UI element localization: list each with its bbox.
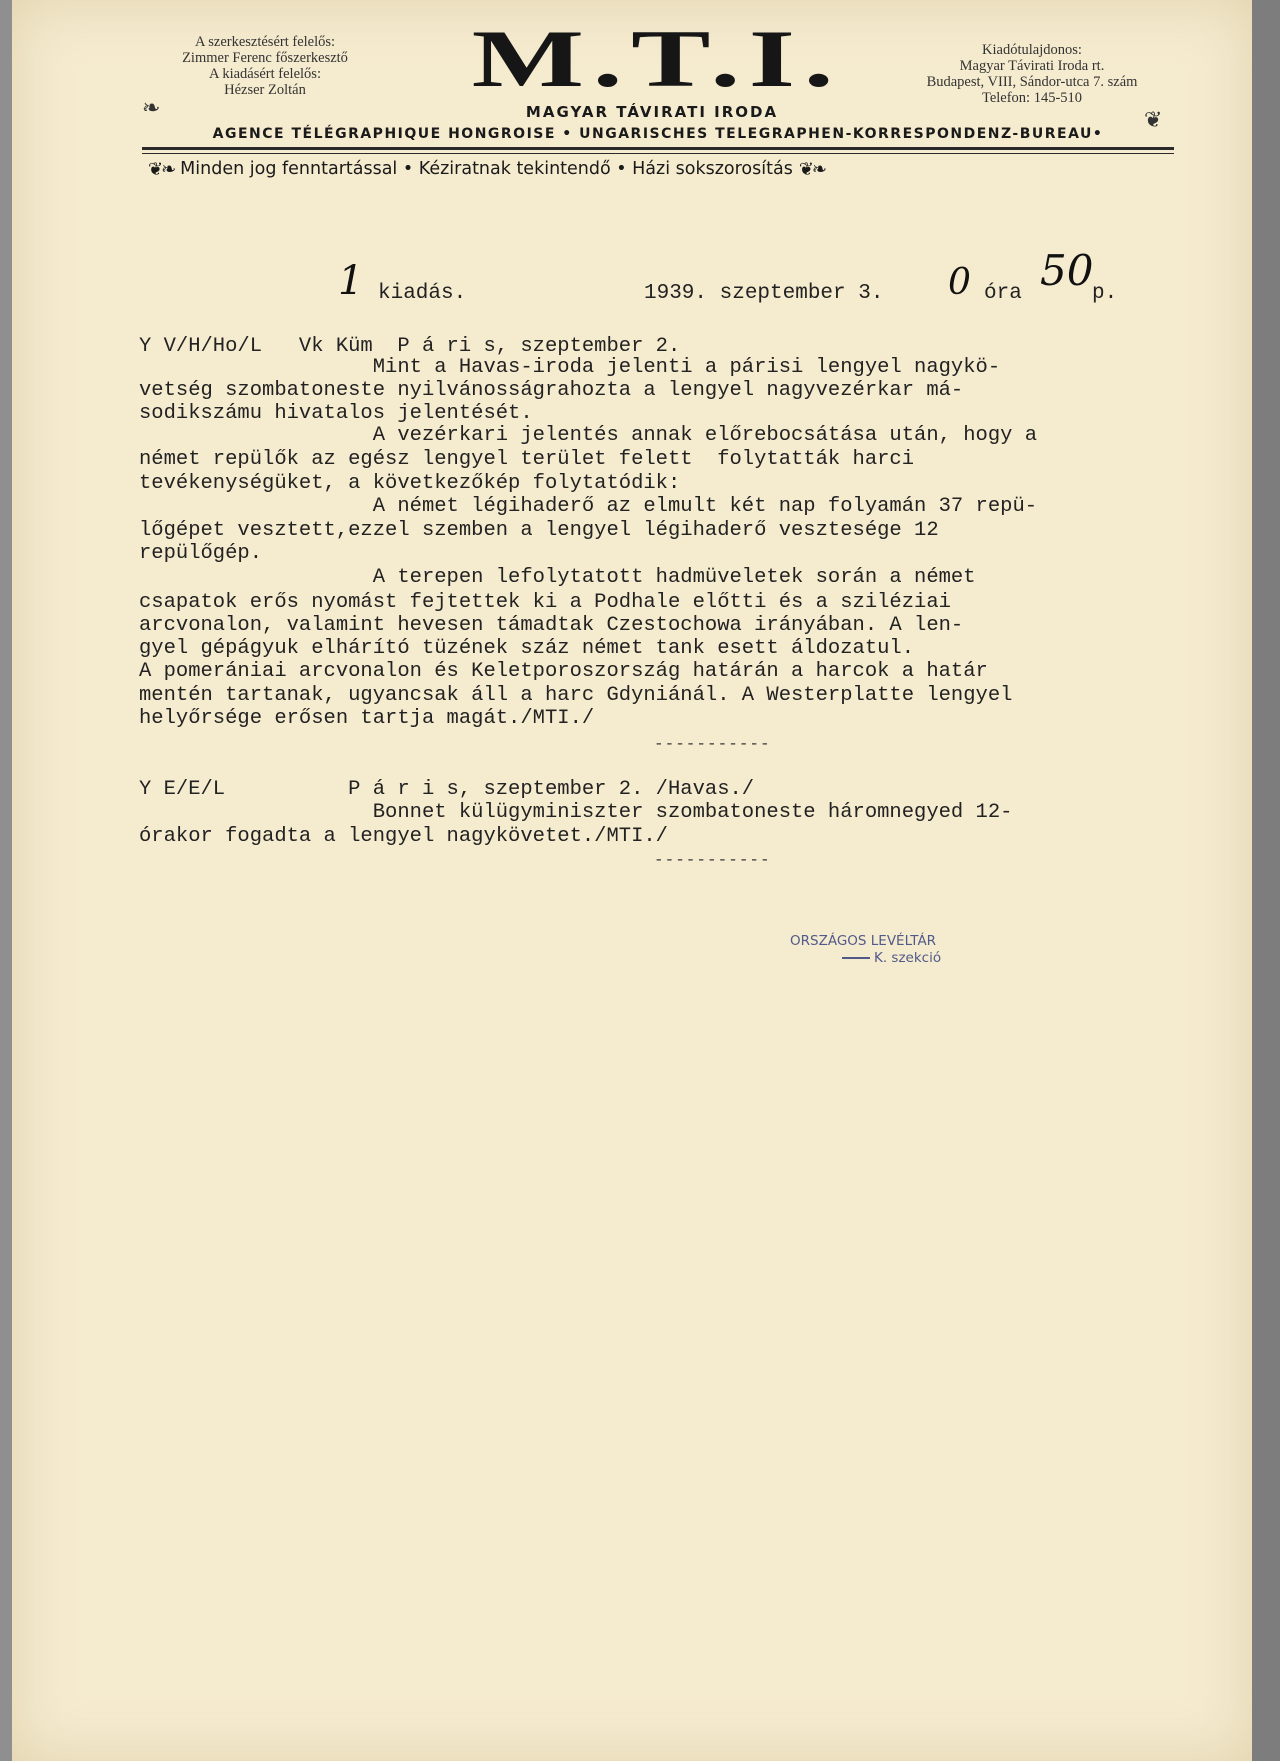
bulletin-line: A terepen lefolytatott hadmüveletek során a német xyxy=(139,566,976,589)
agency-name: MAGYAR TÁVIRATI IRODA xyxy=(525,103,779,121)
editor-credit-line: A szerkesztésért felelős: xyxy=(194,34,336,50)
mti-logo: M.T.I. xyxy=(471,13,843,104)
edition-number: 1 xyxy=(338,258,364,304)
bulletin-line: mentén tartanak, ugyancsak áll a harc Gdyniánál. A Westerplatte lengyel xyxy=(139,684,1013,707)
bulletin-line: A vezérkari jelentés annak előrebocsátása után, hogy a xyxy=(139,424,1038,447)
archive-stamp xyxy=(790,933,941,967)
scan-edge xyxy=(1252,0,1280,1761)
bulletin-line: arcvonalon, valamint hevesen támadtak Czestochowa irányában. A len- xyxy=(139,614,964,637)
stamp-dash xyxy=(842,957,870,959)
edition-date: 1939. szeptember 3. xyxy=(644,282,884,305)
bulletin-line: A pomerániai arcvonalon és Keletporoszország határán a harcok a határ xyxy=(139,660,988,683)
bulletin-line: Y V/H/Ho/L Vk Küm P á ri s, szeptember 2. xyxy=(139,335,681,358)
bulletin-line: csapatok erős nyomást fejtettek ki a Podhale előtti és a sziléziai xyxy=(139,591,951,614)
bulletin-line: sodikszámu hivatalos jelentését. xyxy=(139,402,533,425)
flourish-left-icon: ❧ xyxy=(142,96,161,121)
archive-stamp-line1: ORSZÁGOS LEVÉLTÁR xyxy=(790,933,937,949)
edition-hour: 0 xyxy=(948,262,971,303)
hour-label: óra xyxy=(984,282,1022,305)
header-rule-thin xyxy=(142,153,1174,154)
ornament-icon: ❦❧ xyxy=(148,158,175,180)
rights-notice: Minden jog fenntartással • Kéziratnak tekintendő • Házi sokszorosítás xyxy=(180,159,793,179)
edition-minute: 50 xyxy=(1040,246,1094,295)
ornament-icon: ❦❧ xyxy=(798,158,825,180)
minute-label: p. xyxy=(1092,282,1118,305)
editor-credits xyxy=(140,34,390,98)
bulletin-line: tevékenységüket, a következőkép folytatódik: xyxy=(139,472,681,495)
editor-credit-line: Zimmer Ferenc főszerkesztő xyxy=(182,50,348,66)
edition-label: kiadás. xyxy=(378,282,467,305)
document-page xyxy=(12,0,1252,1761)
bulletin-line: A német légihaderő az elmult két nap folyamán 37 repü- xyxy=(139,495,1038,518)
bulletin-line: Bonnet külügyminiszter szombatoneste háromnegyed 12- xyxy=(139,801,1013,824)
bulletin-line: gyel gépágyuk elhárító tüzének száz német tank esett áldozatul. xyxy=(139,637,915,660)
bulletin-line: német repülők az egész lengyel terület felett folytatták harci xyxy=(139,448,915,471)
separator: ----------- xyxy=(654,735,771,753)
flourish-right-icon: ❦ xyxy=(1144,108,1163,133)
rights-notice-row xyxy=(142,157,1174,181)
bulletin-line: lőgépet vesztett,ezzel szemben a lengyel légihaderő vesztesége 12 xyxy=(139,519,939,542)
header-rule xyxy=(142,147,1174,150)
bulletin-line: repülőgép. xyxy=(139,542,263,565)
bulletin-line: Mint a Havas-iroda jelenti a párisi lengyel nagykö- xyxy=(139,356,1001,379)
separator: ----------- xyxy=(654,851,771,869)
bulletin-line: helyőrsége erősen tartja magát./MTI./ xyxy=(139,707,595,730)
bulletin-line: órakor fogadta a lengyel nagykövetet./MTI./ xyxy=(139,825,668,848)
publisher-info-line: Kiadótulajdonos: xyxy=(982,42,1082,58)
editor-credit-line: Hézser Zoltán xyxy=(224,82,306,98)
publisher-info-line: Budapest, VIII, Sándor-utca 7. szám xyxy=(926,74,1138,90)
editor-credit-line: A kiadásért felelős: xyxy=(209,66,321,82)
agency-international-name: AGENCE TÉLÉGRAPHIQUE HONGROISE • UNGARISCHES TELEGRAPHEN-KORRESPONDENZ-BUREAU• xyxy=(212,126,1104,142)
archive-stamp-line2: K. szekció xyxy=(874,950,942,966)
publisher-info xyxy=(882,42,1182,106)
publisher-info-line: Telefon: 145-510 xyxy=(981,90,1083,106)
bulletin-line: Y E/E/L P á r i s, szeptember 2. /Havas./ xyxy=(139,778,755,801)
bulletin-line: vetség szombatoneste nyilvánosságrahozta a lengyel nagyvezérkar má- xyxy=(139,379,964,402)
publisher-info-line: Magyar Távirati Iroda rt. xyxy=(959,58,1105,74)
